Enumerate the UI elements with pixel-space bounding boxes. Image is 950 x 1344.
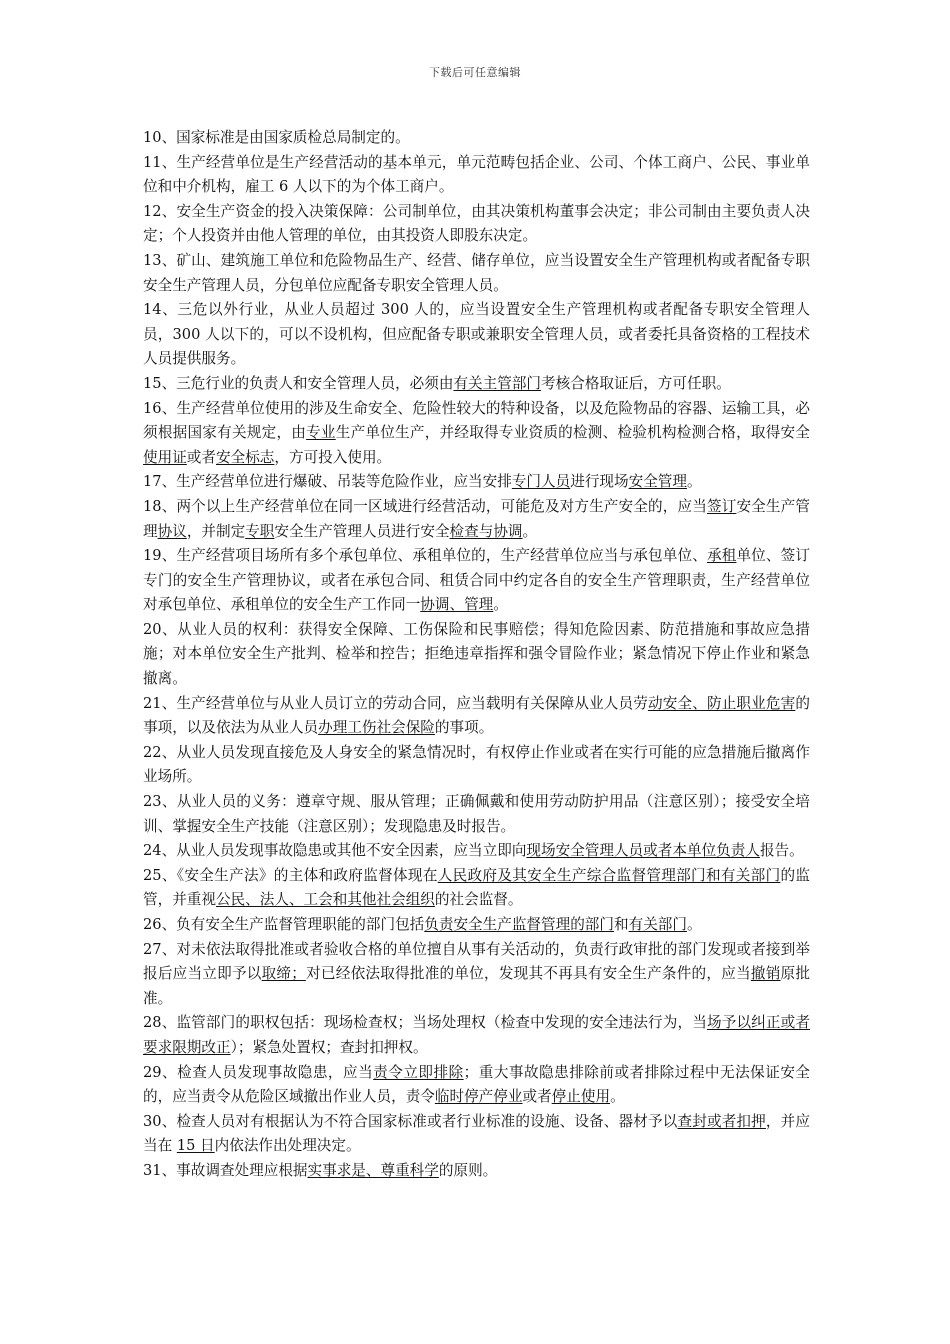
list-item bbox=[143, 298, 810, 372]
text-run: 22、从业人员发现直接危及人身安全的紧急情况时，有权停止作业或者在实行可能的应急措施后撤离作业场所。 bbox=[143, 743, 810, 786]
underlined-text: 专门人员 bbox=[511, 473, 571, 491]
text-run: 25、《安全生产法》的主体和政府监督体现在 bbox=[143, 866, 438, 884]
text-run: 28、监管部门的职权包括：现场检查权；当场处理权（检查中发现的安全违法行为，当 bbox=[143, 1014, 707, 1032]
underlined-text: 停止使用 bbox=[551, 1088, 611, 1106]
underlined-text: 承租 bbox=[706, 547, 737, 565]
underlined-text: 实事求是、尊重科学 bbox=[307, 1161, 439, 1179]
text-run: 和 bbox=[614, 916, 629, 933]
list-item bbox=[143, 1011, 810, 1060]
text-run: 26、负有安全生产监督管理职能的部门包括 bbox=[143, 916, 425, 933]
text-run: 生产单位生产，并经取得专业资质的检测、检验机构检测合格，取得安全 bbox=[335, 424, 810, 442]
underlined-text: 办理工伤社会保险 bbox=[318, 719, 435, 737]
text-run: 的事项，以及依法为从业人员 bbox=[143, 694, 810, 737]
text-run: 31、事故调查处理应根据 bbox=[143, 1161, 308, 1179]
text-run: 或者 bbox=[522, 1088, 552, 1106]
text-run: ，并制定 bbox=[186, 522, 246, 540]
text-run: 的监管，并重视 bbox=[143, 866, 810, 909]
underlined-text: 使用证 bbox=[143, 448, 187, 466]
document-body bbox=[143, 126, 810, 1184]
text-run: 18、两个以上生产经营单位在同一区域进行经营活动，可能危及对方生产安全的，应当 bbox=[143, 497, 707, 515]
text-run: 。 bbox=[687, 916, 702, 933]
list-item bbox=[143, 200, 810, 249]
list-item bbox=[143, 1061, 810, 1110]
list-item bbox=[143, 372, 810, 397]
text-run: 的事项。 bbox=[434, 719, 494, 737]
list-item bbox=[143, 544, 810, 618]
underlined-text: 协议 bbox=[157, 522, 187, 540]
underlined-text: 15 日 bbox=[176, 1137, 215, 1155]
text-run: 19、生产经营项目场所有多个承包单位、承租单位的，生产经营单位应当与承包单位、 bbox=[143, 547, 707, 565]
underlined-text: 安全标志 bbox=[216, 448, 275, 466]
underlined-text: 人民政府及其安全生产综合监督管理部门和有关部门 bbox=[437, 866, 781, 884]
text-run: 考核合格取证后，方可任职。 bbox=[541, 374, 731, 392]
underlined-text: 负责安全生产监督管理的部门 bbox=[424, 916, 614, 933]
text-run: 单位、签订专门的安全生产管理协议，或者在承包合同、租赁合同中约定各自的安全生产管理职责，生产经营单位对承包单位、承租单位的安全生产工作同一 bbox=[143, 547, 810, 614]
list-item bbox=[143, 470, 810, 495]
underlined-text: 有关部门 bbox=[628, 916, 687, 933]
text-run: 进行现场 bbox=[570, 473, 629, 491]
list-item bbox=[143, 913, 810, 938]
underlined-text: 场予以纠正或者要求限期改正 bbox=[143, 1014, 810, 1056]
list-item bbox=[143, 741, 810, 790]
text-run: 11、生产经营单位是生产经营活动的基本单元，单元范畴包括企业、公司、个体工商户、公民、事业单位和中介机构，雇工 6 人以下的为个体工商户。 bbox=[143, 153, 810, 196]
underlined-text: 安全管理 bbox=[628, 473, 687, 491]
list-item bbox=[143, 126, 810, 151]
underlined-text: 撤销 bbox=[750, 965, 781, 983]
list-item bbox=[143, 1110, 810, 1159]
list-item bbox=[143, 692, 810, 741]
list-item bbox=[143, 790, 810, 839]
text-run: 20、从业人员的权利：获得安全保障、工伤保险和民事赔偿；得知危险因素、防范措施和事故应急措施；对本单位安全生产批判、检举和控告；拒绝违章指挥和强令冒险作业；紧急情况下停止作业和紧急撤离。 bbox=[143, 620, 810, 688]
text-run: 21、生产经营单位与从业人员订立的劳动合同，应当载明有关保障从业人员劳 bbox=[143, 694, 649, 712]
text-run: 安全生产管理人员进行安全 bbox=[274, 522, 450, 540]
list-item bbox=[143, 151, 810, 200]
text-run: 报告。 bbox=[759, 842, 804, 860]
list-item bbox=[143, 249, 810, 298]
list-item bbox=[143, 839, 810, 864]
text-run: 24、从业人员发现事故隐患或其他不安全因素，应当立即向 bbox=[143, 842, 527, 860]
text-run: 或者 bbox=[186, 448, 216, 466]
list-item bbox=[143, 864, 810, 913]
text-run: 对已经依法取得批准的单位，发现其不再具有安全生产条件的，应当 bbox=[305, 965, 751, 983]
underlined-text: 公民、法人、工会和其他社会组织 bbox=[215, 891, 435, 909]
text-run: 的原则。 bbox=[438, 1161, 498, 1179]
text-run: 14、三危以外行业，从业人员超过 300 人的，应当设置安全生产管理机构或者配备专职安全管理人员，300 人以下的，可以不设机构，但应配备专职或兼职安全管理人员，或者委托具备资格的工程技术人员提供服务。 bbox=[143, 301, 810, 368]
text-run: 。 bbox=[493, 596, 508, 614]
underlined-text: 责令立即排除 bbox=[373, 1063, 464, 1081]
underlined-text: 现场安全管理人员或者本单位负责人 bbox=[526, 842, 760, 860]
page-header: 下载后可任意编辑 bbox=[429, 66, 521, 79]
list-item bbox=[143, 397, 810, 471]
underlined-text: 临时停产停业 bbox=[434, 1088, 523, 1106]
underlined-text: 取缔； bbox=[261, 965, 306, 983]
list-item bbox=[143, 618, 810, 692]
text-run: 29、检查人员发现事故隐患，应当 bbox=[143, 1063, 374, 1081]
underlined-text: 专业 bbox=[306, 424, 336, 442]
underlined-text: 有关主管部门 bbox=[453, 374, 542, 392]
underlined-text: 协调、管理 bbox=[420, 596, 494, 614]
text-run: ；重大事故隐患排除前或者排除过程中无法保证安全的，应当责令从危险区域撤出作业人员，责令 bbox=[143, 1063, 810, 1106]
text-run: 16、生产经营单位使用的涉及生命安全、危险性较大的特种设备，以及危险物品的容器、运输工具，必须根据国家有关规定，由 bbox=[143, 399, 810, 442]
text-run: 15、三危行业的负责人和安全管理人员，必须由 bbox=[143, 374, 454, 392]
text-run: ）；紧急处置权；查封扣押权。 bbox=[230, 1038, 428, 1056]
text-run: 17、生产经营单位进行爆破、吊装等危险作业，应当安排 bbox=[143, 473, 512, 491]
list-item bbox=[143, 938, 810, 1012]
text-run: 原批准。 bbox=[143, 965, 810, 1007]
text-run: ，方可投入使用。 bbox=[274, 448, 392, 466]
underlined-text: 检查与协调 bbox=[449, 522, 523, 540]
list-item bbox=[143, 1159, 810, 1184]
text-run: 安全生产管理 bbox=[143, 497, 810, 540]
text-run: ，并应当在 bbox=[143, 1112, 810, 1155]
text-run: 13、矿山、建筑施工单位和危险物品生产、经营、储存单位，应当设置安全生产管理机构或者配备专职安全生产管理人员，分包单位应配备专职安全管理人员。 bbox=[143, 251, 810, 294]
text-run: 30、检查人员对有根据认为不符合国家标准或者行业标准的设施、设备、器材予以 bbox=[143, 1112, 678, 1130]
text-run: 10、国家标准是由国家质检总局制定的。 bbox=[143, 129, 410, 146]
text-run: 。 bbox=[522, 522, 538, 540]
text-run: 27、对未依法取得批准或者验收合格的单位擅自从事有关活动的，负责行政审批的部门发现或者接到举报后应当立即予以 bbox=[143, 940, 810, 983]
text-run: 12、安全生产资金的投入决策保障：公司制单位，由其决策机构董事会决定；非公司制由主要负责人决定；个人投资并由他人管理的单位，由其投资人即股东决定。 bbox=[143, 202, 810, 245]
text-run: 。 bbox=[687, 473, 702, 491]
underlined-text: 专职 bbox=[245, 522, 275, 540]
text-run: 。 bbox=[610, 1088, 625, 1106]
underlined-text: 动安全、防止职业危害 bbox=[648, 694, 796, 712]
underlined-text: 查封或者扣押 bbox=[677, 1112, 766, 1130]
text-run: 的社会监督。 bbox=[434, 891, 523, 909]
underlined-text: 签订 bbox=[706, 497, 737, 515]
list-item bbox=[143, 495, 810, 544]
text-run: 23、从业人员的义务：遵章守规、服从管理；正确佩戴和使用劳动防护用品（注意区别）；接受安全培训、掌握安全生产技能（注意区别）；发现隐患及时报告。 bbox=[143, 793, 810, 835]
text-run: 内依法作出处理决定。 bbox=[214, 1137, 361, 1155]
